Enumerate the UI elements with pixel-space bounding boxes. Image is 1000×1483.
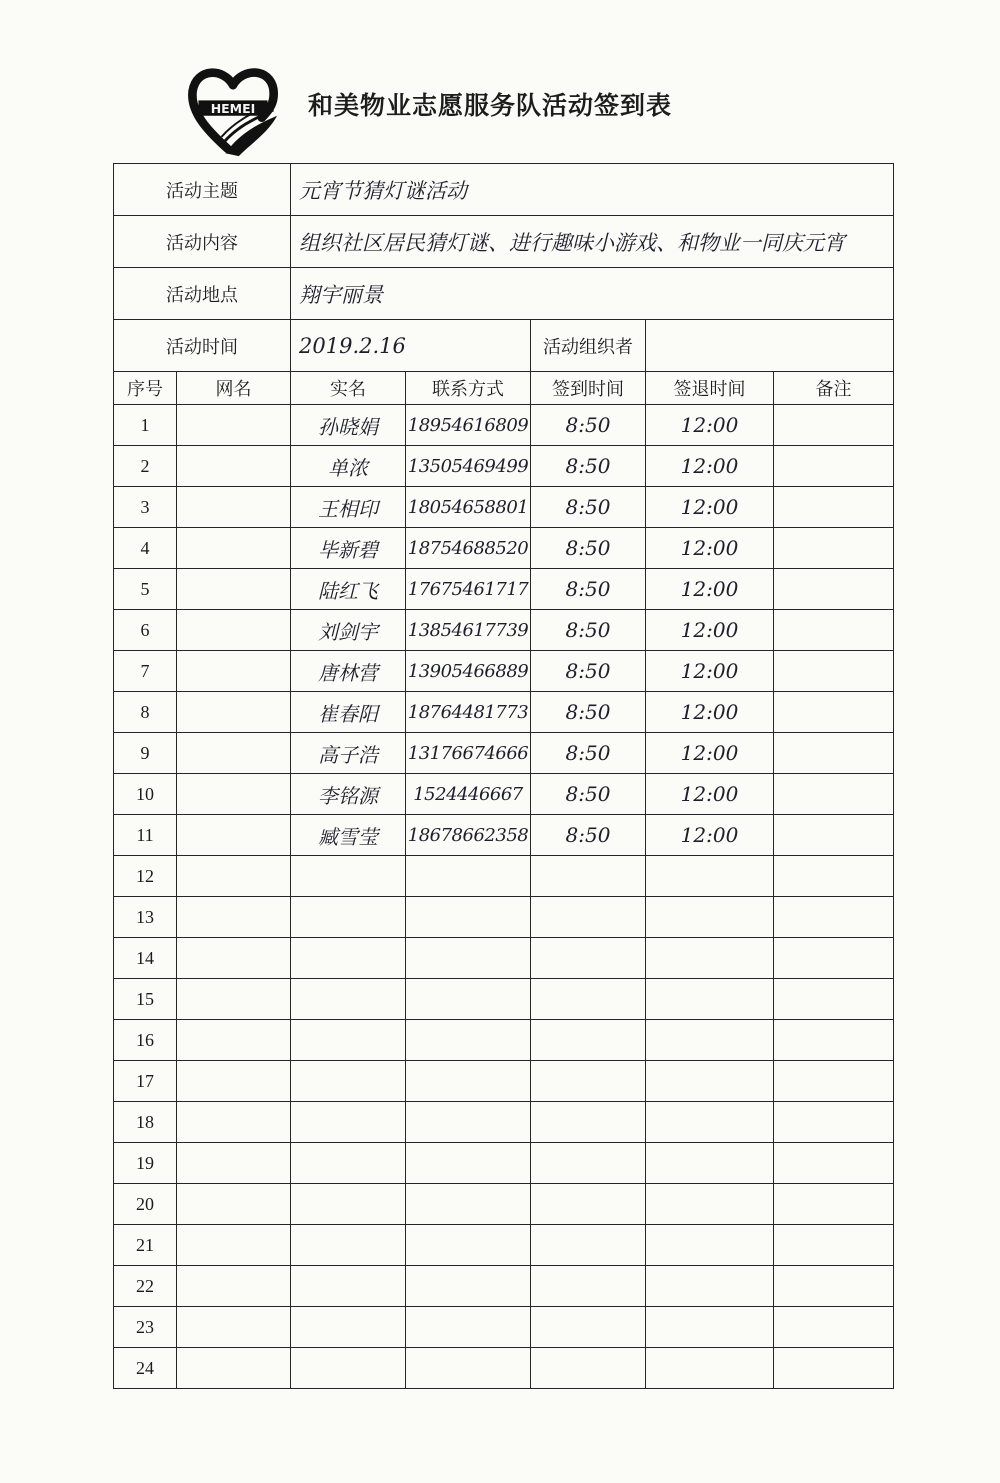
phone-cell <box>406 1225 531 1266</box>
time-row <box>114 320 894 372</box>
phone-cell <box>406 1020 531 1061</box>
sign-in-time-cell <box>531 1266 646 1307</box>
real-name-cell: 李铭源 <box>291 774 406 815</box>
signin-row <box>114 487 894 528</box>
sign-in-time-cell <box>531 897 646 938</box>
sign-in-time-cell <box>531 1348 646 1389</box>
remark-cell <box>774 528 894 569</box>
row-number: 7 <box>114 651 177 692</box>
remark-cell <box>774 856 894 897</box>
nickname-cell <box>177 487 291 528</box>
signin-row <box>114 1184 894 1225</box>
phone-cell: 13176674666 <box>406 733 531 774</box>
real-name-cell: 王相印 <box>291 487 406 528</box>
signin-row <box>114 1266 894 1307</box>
real-name-cell <box>291 1143 406 1184</box>
nickname-cell <box>177 1266 291 1307</box>
row-number: 2 <box>114 446 177 487</box>
sign-in-time-cell <box>531 856 646 897</box>
phone-cell <box>406 856 531 897</box>
remark-cell <box>774 774 894 815</box>
row-number: 10 <box>114 774 177 815</box>
header-sign-out-time: 签退时间 <box>646 372 774 405</box>
organizer-label: 活动组织者 <box>531 320 646 372</box>
header-remark: 备注 <box>774 372 894 405</box>
nickname-cell <box>177 938 291 979</box>
phone-cell: 18054658801 <box>406 487 531 528</box>
sign-out-time-cell: 12:00 <box>646 569 774 610</box>
remark-cell <box>774 897 894 938</box>
nickname-cell <box>177 528 291 569</box>
phone-cell: 1524446667 <box>406 774 531 815</box>
row-number: 20 <box>114 1184 177 1225</box>
nickname-cell <box>177 405 291 446</box>
signin-row <box>114 528 894 569</box>
nickname-cell <box>177 610 291 651</box>
nickname-cell <box>177 1348 291 1389</box>
row-number: 1 <box>114 405 177 446</box>
sign-out-time-cell: 12:00 <box>646 733 774 774</box>
real-name-cell <box>291 897 406 938</box>
nickname-cell <box>177 1143 291 1184</box>
sign-in-time-cell <box>531 938 646 979</box>
location-label: 活动地点 <box>114 268 291 320</box>
sign-out-time-cell <box>646 1307 774 1348</box>
signin-row <box>114 815 894 856</box>
remark-cell <box>774 1307 894 1348</box>
signin-row <box>114 1307 894 1348</box>
phone-cell <box>406 1102 531 1143</box>
real-name-cell: 单浓 <box>291 446 406 487</box>
remark-cell <box>774 979 894 1020</box>
row-number: 17 <box>114 1061 177 1102</box>
row-number: 22 <box>114 1266 177 1307</box>
row-number: 12 <box>114 856 177 897</box>
sign-in-time-cell: 8:50 <box>531 733 646 774</box>
row-number: 18 <box>114 1102 177 1143</box>
sign-out-time-cell <box>646 1020 774 1061</box>
theme-row <box>114 164 894 216</box>
signin-row <box>114 651 894 692</box>
real-name-cell <box>291 1307 406 1348</box>
signin-row <box>114 979 894 1020</box>
signin-row <box>114 446 894 487</box>
nickname-cell <box>177 897 291 938</box>
sign-in-time-cell: 8:50 <box>531 815 646 856</box>
remark-cell <box>774 1020 894 1061</box>
header-row <box>114 372 894 405</box>
signin-row <box>114 897 894 938</box>
signin-row <box>114 856 894 897</box>
real-name-cell <box>291 856 406 897</box>
row-number: 8 <box>114 692 177 733</box>
phone-cell: 13905466889 <box>406 651 531 692</box>
nickname-cell <box>177 651 291 692</box>
sign-in-time-cell <box>531 1102 646 1143</box>
nickname-cell <box>177 979 291 1020</box>
remark-cell <box>774 610 894 651</box>
heart-logo-icon <box>185 62 281 158</box>
sign-out-time-cell <box>646 938 774 979</box>
nickname-cell <box>177 1225 291 1266</box>
sign-in-time-cell <box>531 1020 646 1061</box>
row-number: 23 <box>114 1307 177 1348</box>
row-number: 13 <box>114 897 177 938</box>
nickname-cell <box>177 1020 291 1061</box>
signin-row <box>114 938 894 979</box>
signin-row <box>114 1348 894 1389</box>
sign-in-time-cell <box>531 1225 646 1266</box>
remark-cell <box>774 569 894 610</box>
row-number: 11 <box>114 815 177 856</box>
organizer-value <box>646 320 894 372</box>
sign-in-time-cell: 8:50 <box>531 610 646 651</box>
nickname-cell <box>177 1184 291 1225</box>
sign-out-time-cell: 12:00 <box>646 651 774 692</box>
row-number: 16 <box>114 1020 177 1061</box>
sign-out-time-cell <box>646 1225 774 1266</box>
signin-row <box>114 1225 894 1266</box>
phone-cell: 13854617739 <box>406 610 531 651</box>
theme-value: 元宵节猜灯谜活动 <box>291 164 894 216</box>
nickname-cell <box>177 569 291 610</box>
signin-row <box>114 569 894 610</box>
content-row <box>114 216 894 268</box>
signin-row <box>114 610 894 651</box>
real-name-cell: 唐林营 <box>291 651 406 692</box>
sign-in-time-cell: 8:50 <box>531 405 646 446</box>
signin-row <box>114 1102 894 1143</box>
real-name-cell <box>291 979 406 1020</box>
sign-out-time-cell: 12:00 <box>646 446 774 487</box>
row-number: 3 <box>114 487 177 528</box>
remark-cell <box>774 405 894 446</box>
remark-cell <box>774 487 894 528</box>
row-number: 9 <box>114 733 177 774</box>
signin-row <box>114 1143 894 1184</box>
sign-in-time-cell: 8:50 <box>531 528 646 569</box>
sign-out-time-cell <box>646 1348 774 1389</box>
real-name-cell: 臧雪莹 <box>291 815 406 856</box>
real-name-cell <box>291 1225 406 1266</box>
signin-row <box>114 733 894 774</box>
remark-cell <box>774 1225 894 1266</box>
nickname-cell <box>177 774 291 815</box>
sign-out-time-cell: 12:00 <box>646 405 774 446</box>
phone-cell <box>406 1307 531 1348</box>
header-real-name: 实名 <box>291 372 406 405</box>
remark-cell <box>774 938 894 979</box>
content-value: 组织社区居民猜灯谜、进行趣味小游戏、和物业一同庆元宵 <box>291 216 894 268</box>
remark-cell <box>774 733 894 774</box>
signin-row <box>114 1061 894 1102</box>
nickname-cell <box>177 856 291 897</box>
signin-table <box>113 163 894 1389</box>
remark-cell <box>774 446 894 487</box>
phone-cell <box>406 979 531 1020</box>
row-number: 19 <box>114 1143 177 1184</box>
real-name-cell <box>291 938 406 979</box>
sheet-title: 和美物业志愿服务队活动签到表 <box>308 91 673 120</box>
sign-out-time-cell: 12:00 <box>646 487 774 528</box>
remark-cell <box>774 1266 894 1307</box>
nickname-cell <box>177 815 291 856</box>
sign-in-time-cell: 8:50 <box>531 692 646 733</box>
sign-out-time-cell <box>646 1102 774 1143</box>
sign-out-time-cell: 12:00 <box>646 774 774 815</box>
real-name-cell <box>291 1266 406 1307</box>
sign-in-time-cell <box>531 1061 646 1102</box>
real-name-cell: 刘剑宇 <box>291 610 406 651</box>
sign-out-time-cell <box>646 979 774 1020</box>
sign-in-time-cell: 8:50 <box>531 774 646 815</box>
row-number: 21 <box>114 1225 177 1266</box>
nickname-cell <box>177 733 291 774</box>
phone-cell: 18754688520 <box>406 528 531 569</box>
row-number: 5 <box>114 569 177 610</box>
sign-out-time-cell: 12:00 <box>646 692 774 733</box>
remark-cell <box>774 1348 894 1389</box>
real-name-cell: 孙晓娟 <box>291 405 406 446</box>
row-number: 14 <box>114 938 177 979</box>
sign-out-time-cell: 12:00 <box>646 610 774 651</box>
location-value: 翔宇丽景 <box>291 268 894 320</box>
sign-out-time-cell <box>646 1266 774 1307</box>
sign-out-time-cell <box>646 1061 774 1102</box>
nickname-cell <box>177 692 291 733</box>
signin-row <box>114 692 894 733</box>
phone-cell: 13505469499 <box>406 446 531 487</box>
signin-row <box>114 774 894 815</box>
real-name-cell <box>291 1184 406 1225</box>
row-number: 4 <box>114 528 177 569</box>
row-number: 15 <box>114 979 177 1020</box>
signin-rows <box>114 405 894 1389</box>
activity-info <box>114 164 894 372</box>
sign-in-time-cell <box>531 1143 646 1184</box>
signin-row <box>114 405 894 446</box>
real-name-cell: 陆红飞 <box>291 569 406 610</box>
header-contact: 联系方式 <box>406 372 531 405</box>
nickname-cell <box>177 1307 291 1348</box>
row-number: 24 <box>114 1348 177 1389</box>
header-number: 序号 <box>114 372 177 405</box>
phone-cell <box>406 938 531 979</box>
sign-out-time-cell <box>646 1143 774 1184</box>
phone-cell: 18678662358 <box>406 815 531 856</box>
remark-cell <box>774 1143 894 1184</box>
hemei-logo <box>185 62 281 158</box>
remark-cell <box>774 1061 894 1102</box>
sign-in-time-cell <box>531 1307 646 1348</box>
phone-cell <box>406 1184 531 1225</box>
sign-in-time-cell: 8:50 <box>531 446 646 487</box>
real-name-cell <box>291 1102 406 1143</box>
sign-in-time-cell: 8:50 <box>531 487 646 528</box>
location-row <box>114 268 894 320</box>
phone-cell: 17675461717 <box>406 569 531 610</box>
theme-label: 活动主题 <box>114 164 291 216</box>
nickname-cell <box>177 1061 291 1102</box>
sign-in-time-cell: 8:50 <box>531 569 646 610</box>
sign-out-time-cell <box>646 856 774 897</box>
sign-out-time-cell <box>646 897 774 938</box>
real-name-cell: 毕新碧 <box>291 528 406 569</box>
remark-cell <box>774 651 894 692</box>
remark-cell <box>774 692 894 733</box>
sign-out-time-cell <box>646 1184 774 1225</box>
real-name-cell: 高子浩 <box>291 733 406 774</box>
remark-cell <box>774 815 894 856</box>
real-name-cell <box>291 1020 406 1061</box>
phone-cell <box>406 897 531 938</box>
phone-cell: 18954616809 <box>406 405 531 446</box>
remark-cell <box>774 1184 894 1225</box>
sign-in-time-cell: 8:50 <box>531 651 646 692</box>
logo-text: HEMEI <box>210 100 256 116</box>
sign-in-time-cell <box>531 1184 646 1225</box>
time-label: 活动时间 <box>114 320 291 372</box>
nickname-cell <box>177 1102 291 1143</box>
row-number: 6 <box>114 610 177 651</box>
content-label: 活动内容 <box>114 216 291 268</box>
real-name-cell: 崔春阳 <box>291 692 406 733</box>
phone-cell: 18764481773 <box>406 692 531 733</box>
signin-row <box>114 1020 894 1061</box>
sign-out-time-cell: 12:00 <box>646 528 774 569</box>
phone-cell <box>406 1266 531 1307</box>
time-value: 2019.2.16 <box>291 320 531 372</box>
real-name-cell <box>291 1348 406 1389</box>
phone-cell <box>406 1143 531 1184</box>
sign-in-time-cell <box>531 979 646 1020</box>
phone-cell <box>406 1348 531 1389</box>
header-sign-in-time: 签到时间 <box>531 372 646 405</box>
remark-cell <box>774 1102 894 1143</box>
nickname-cell <box>177 446 291 487</box>
real-name-cell <box>291 1061 406 1102</box>
phone-cell <box>406 1061 531 1102</box>
sign-out-time-cell: 12:00 <box>646 815 774 856</box>
column-headers <box>114 372 894 405</box>
header-nickname: 网名 <box>177 372 291 405</box>
